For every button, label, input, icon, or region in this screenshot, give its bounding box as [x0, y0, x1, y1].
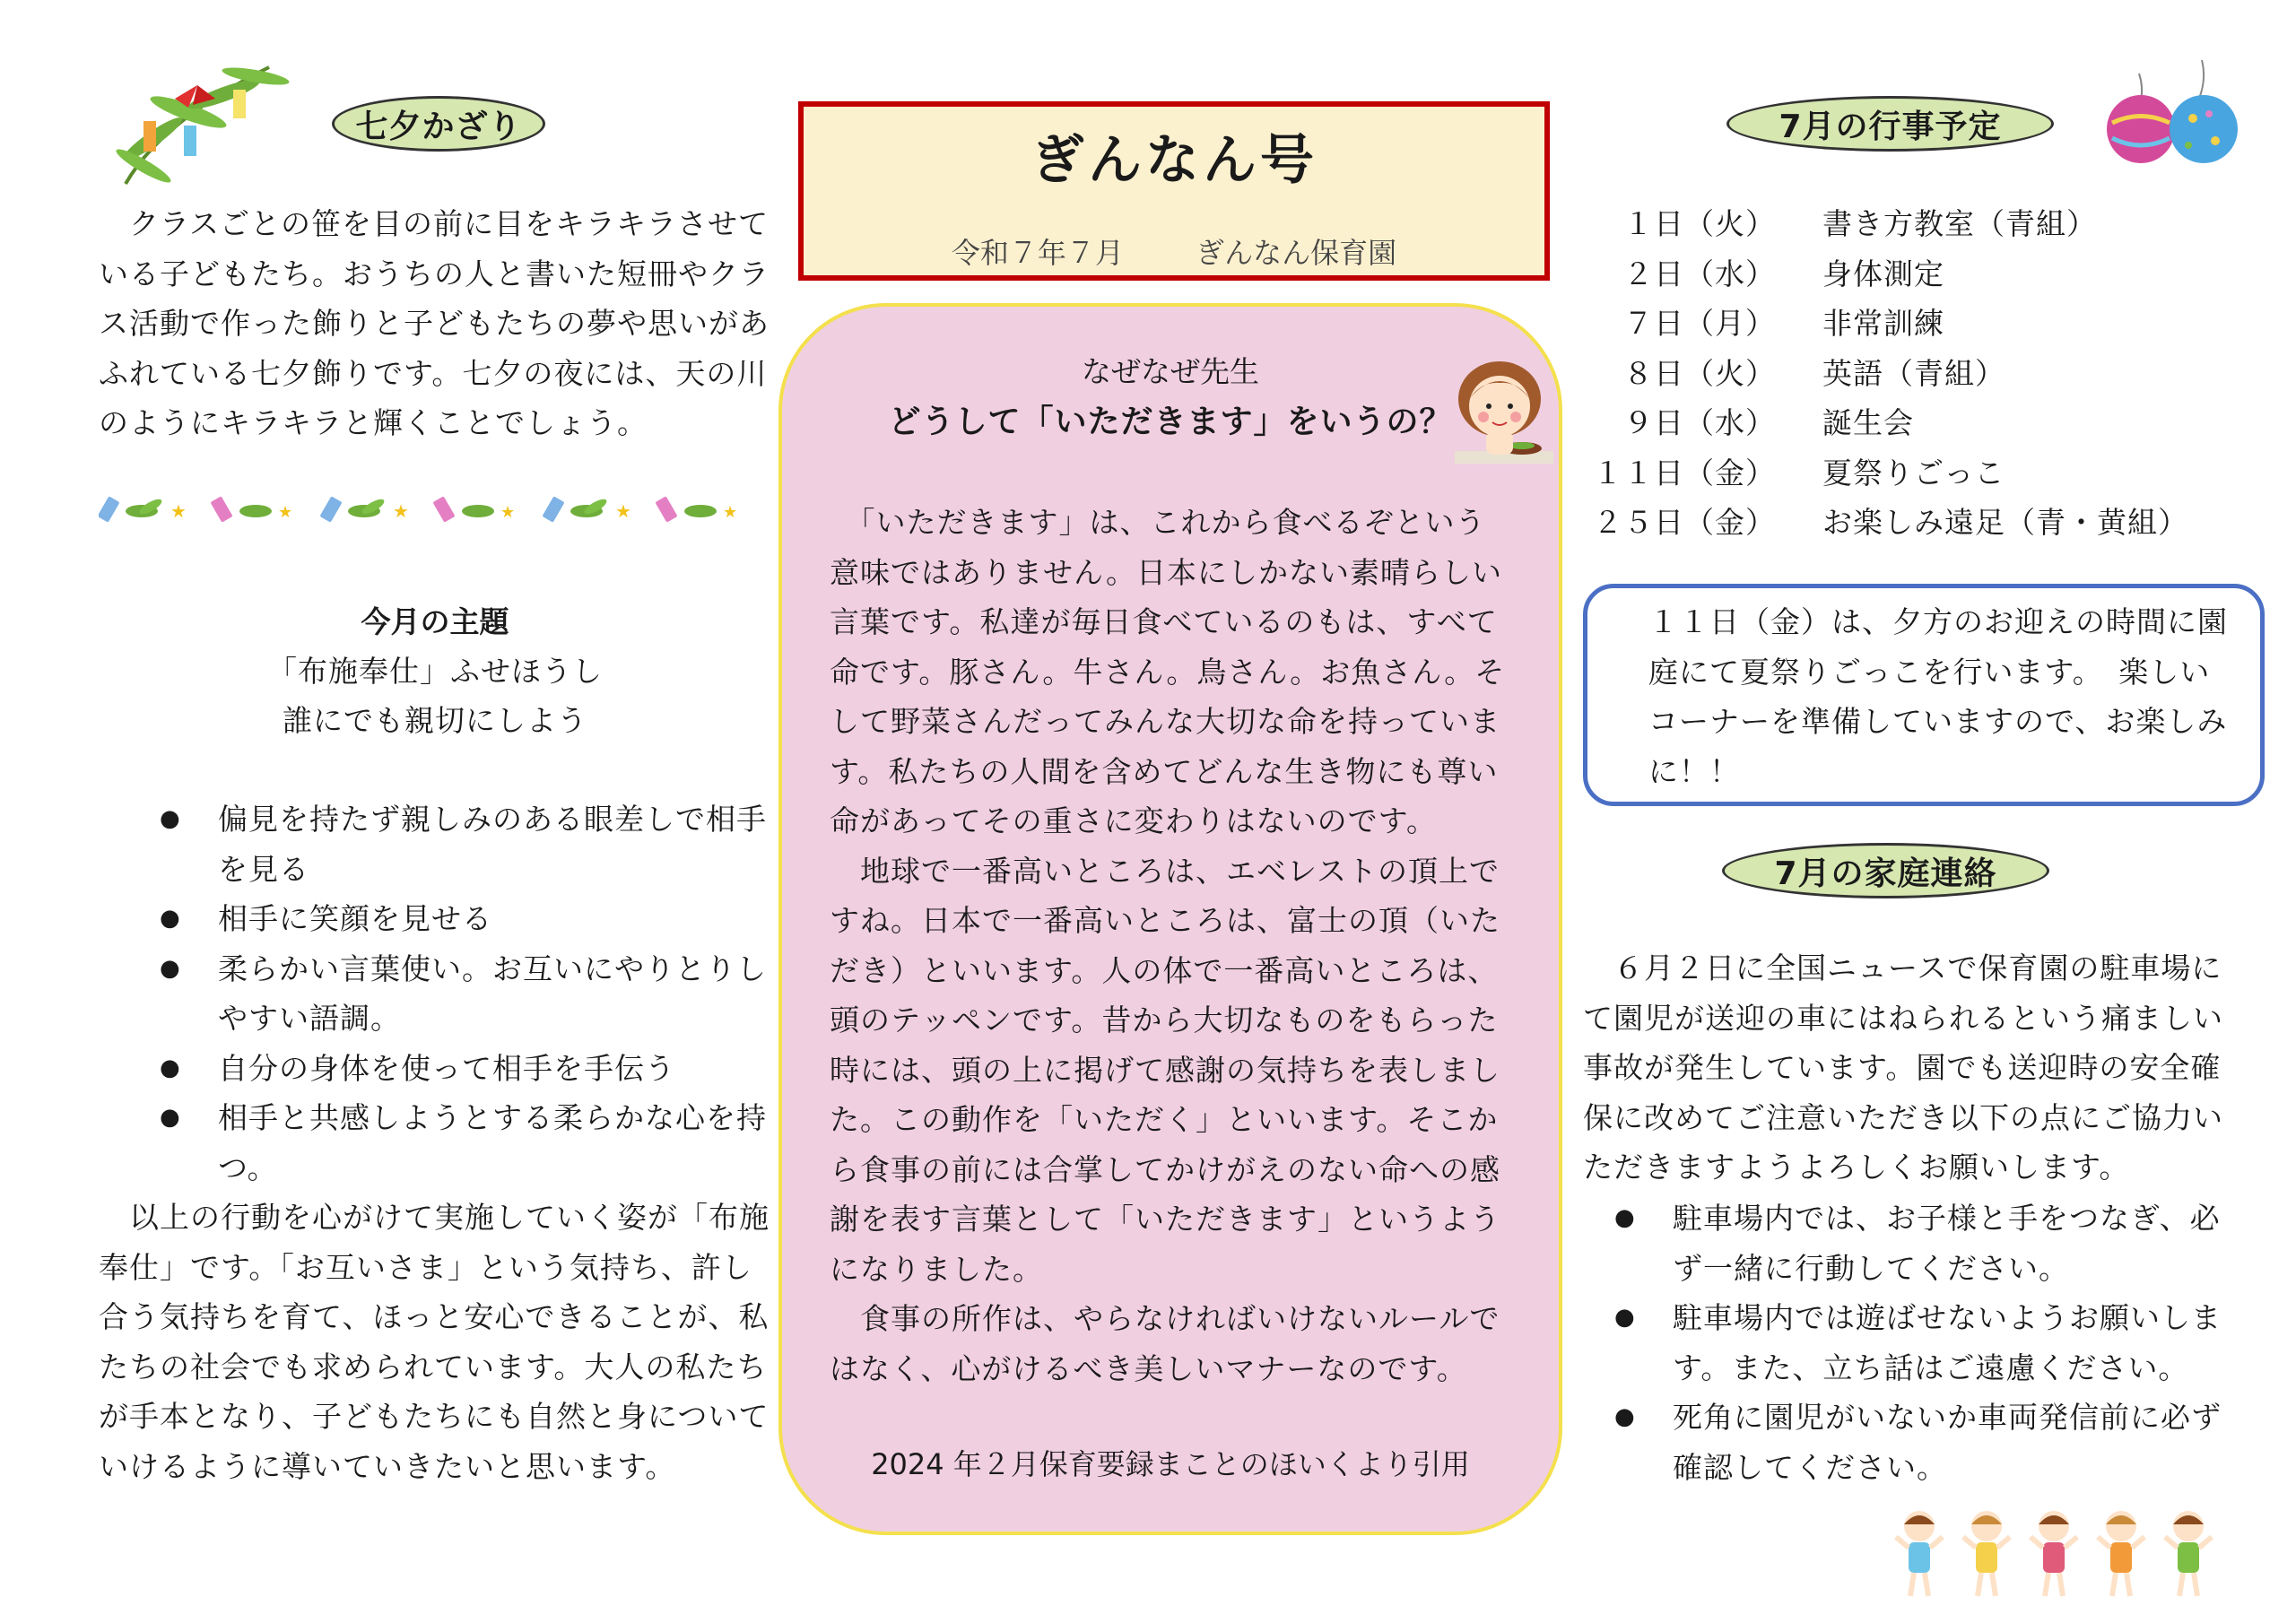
- school-name: ぎんなん保育園: [1196, 236, 1397, 270]
- svg-text:★: ★: [278, 503, 293, 522]
- event-date: １日（火）: [1623, 206, 1776, 241]
- list-item: ● 柔らかい言葉使い。お互いにやりとりしやすい語調。: [160, 944, 771, 1044]
- teacher-illustration-icon: [1446, 354, 1562, 471]
- event-name: 夏祭りごっこ: [1822, 455, 2005, 490]
- event-date: ８日（火）: [1623, 355, 1776, 391]
- naze-paragraph: 「いただきます」は、これから食べるぞという意味ではありません。日本にしかない素晴らしい言葉です。私達が毎日食べているのもは、すべて命です。豚さん。牛さん。鳥さん。お魚さん。そして野菜さんだってみんな大切な命を持っています。私たちの人間を含めてどんな生き物にも尊い命があってその重さに変わりはないのです。: [830, 505, 1506, 838]
- list-item: ● 死角に園児がいないか車両発信前に必ず確認してください。: [1614, 1393, 2233, 1492]
- event-date: ２５日（金）: [1593, 505, 1776, 540]
- naze-paragraph: 食事の所作は、やらなければいけないルールではなく、心がけるべき美しいマナーなのです。: [830, 1301, 1500, 1386]
- balloon-decoration-icon: [2103, 56, 2251, 172]
- event-row: [1570, 398, 2278, 448]
- event-row: [1570, 199, 2278, 249]
- naze-heading: どうして「いただきます」をいうの？: [888, 404, 1453, 440]
- list-item: ● 駐車場内では遊ばせないようお願いします。また、立ち話はご遠慮ください。: [1614, 1293, 2233, 1393]
- events-list: [1570, 199, 2278, 548]
- notice-text: １１日（金）は、夕方のお迎えの時間に園庭にて夏祭りごっこを行います。 楽しいコーナーを準備していますので、お楽しみに！！: [1648, 604, 2228, 789]
- event-row: [1570, 299, 2278, 349]
- events-title: 7月の行事予定: [1726, 96, 2054, 152]
- tanabata-title: 七夕かざり: [332, 96, 545, 152]
- list-item: ● 自分の身体を使って相手を手伝う: [160, 1044, 771, 1094]
- theme-closing-text: 以上の行動を心がけて実施していく姿が「布施奉仕」です。「お互いさま」という気持ち、許し合う気持ちを育て、ほっと安心できることが、私たちの社会でも求められています。大人の私たちが手本となり、子どもたちにも自然と身についていけるように導いていきたいと思います。: [99, 1200, 770, 1484]
- event-name: 非常訓練: [1822, 306, 1944, 341]
- list-item: ● 偏見を持たず親しみのある眼差しで相手を見る: [160, 794, 771, 894]
- family-title: 7月の家庭連絡: [1722, 843, 2049, 898]
- svg-text:★: ★: [170, 500, 187, 522]
- event-row: [1570, 249, 2278, 299]
- bamboo-decoration-icon: [90, 49, 296, 193]
- list-item: ● 相手と共感しようとする柔らかな心を持つ。: [160, 1093, 771, 1193]
- issue-date: 令和７年７月: [951, 236, 1124, 270]
- naze-paragraph: 地球で一番高いところは、エベレストの頂上ですね。日本で一番高いところは、富士の頂（いただき）といいます。人の体で一番高いところは、頭のテッペンです。昔から大切なものをもらった時には、頭の上に掲げて感謝の気持ちを表しました。この動作を「いただく」といいます。そこから食事の前には合掌してかけがえのない命への感謝を表す言葉として「いただきます」というようになりました。: [830, 853, 1500, 1287]
- theme-heading: 今月の主題: [361, 604, 509, 639]
- event-name: 身体測定: [1822, 256, 1944, 291]
- event-row: [1570, 349, 2278, 399]
- event-date: １１日（金）: [1593, 455, 1776, 490]
- newsletter-header: [798, 101, 1550, 281]
- event-row: [1570, 448, 2278, 499]
- children-illustration-icon: [1892, 1506, 2224, 1605]
- citation: 2024 年２月保育要録まことのほいくより引用: [871, 1447, 1470, 1481]
- list-item: ● 相手に笑顔を見せる: [160, 894, 771, 944]
- event-name: お楽しみ遠足（青・黄組）: [1822, 505, 2188, 540]
- theme-line2: 誰にでも親切にしよう: [283, 703, 587, 738]
- event-date: ９日（水）: [1623, 405, 1776, 440]
- list-item: ● 駐車場内では、お子様と手をつなぎ、必ず一緒に行動してください。: [1614, 1193, 2233, 1293]
- garland-decoration-icon: [99, 489, 767, 534]
- family-text: ６月２日に全国ニュースで保育園の駐車場にて園児が送迎の車にはねられるという痛ましい事故が発生しています。園でも送迎時の安全確保に改めてご注意いただき以下の点にご協力いただきますようよろしくお願いします。: [1583, 950, 2223, 1185]
- theme-bullet-list: [160, 794, 771, 1193]
- event-date: ２日（水）: [1623, 256, 1776, 291]
- naze-body: [830, 498, 1511, 1393]
- event-row: [1570, 498, 2278, 548]
- event-name: 書き方教室（青組）: [1822, 206, 2097, 241]
- event-date: ７日（月）: [1623, 306, 1776, 341]
- theme-line1: 「布施奉仕」ふせほうし: [267, 654, 603, 689]
- event-name: 英語（青組）: [1822, 355, 2005, 391]
- naze-subtitle: なぜなぜ先生: [1082, 354, 1259, 389]
- tanabata-text: クラスごとの笹を目の前に目をキラキラさせている子どもたち。おうちの人と書いた短冊やクラス活動で作った飾りと子どもたちの夢や思いがあふれている七夕飾りです。七夕の夜には、天の川のようにキラキラと輝くことでしょう。: [99, 206, 770, 440]
- newsletter-title: ぎんなん号: [1031, 129, 1318, 192]
- family-bullet-list: [1614, 1193, 2233, 1492]
- event-name: 誕生会: [1822, 405, 1914, 440]
